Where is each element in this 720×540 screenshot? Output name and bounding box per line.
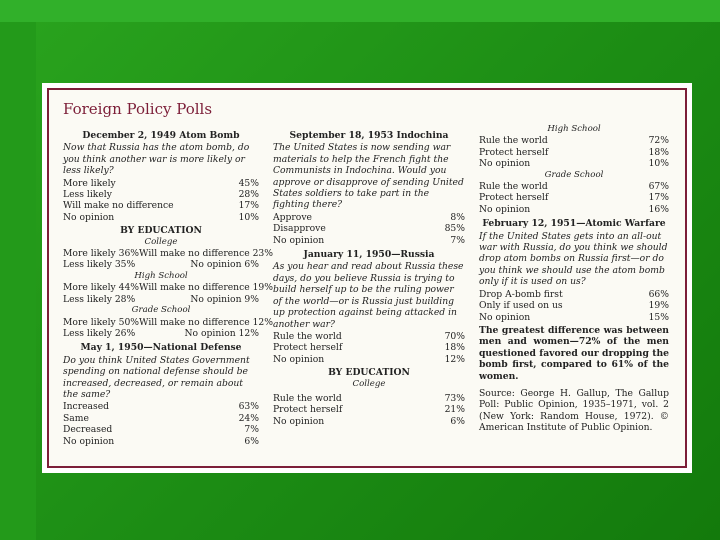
column-3 <box>479 124 669 434</box>
group-label: Grade School <box>131 305 191 316</box>
result-row: Protect herself 17% <box>479 192 669 204</box>
atomic-warfare-header: February 12, 1951—Atomic Warfare <box>482 218 666 230</box>
result-row: Increased 63% <box>63 401 259 413</box>
group-row: Less likely 28% No opinion 9% <box>63 293 259 305</box>
result-row: No opinion 10% <box>63 211 259 223</box>
indochina-header: September 18, 1953 Indochina <box>289 130 449 141</box>
russia-question: As you hear and read about Russia these days, do you believe Russia is trying to build herself up to be the ruling power of the world—or is Russia just building up protection against being attacked in another war? <box>273 261 464 330</box>
result-row: Protect herself 18% <box>273 342 465 354</box>
result-row: Rule the world 72% <box>479 135 669 147</box>
result-row: Rule the world 73% <box>273 392 465 404</box>
group-row: Less likely 35% No opinion 6% <box>63 259 259 271</box>
result-row: Approve 8% <box>273 211 465 223</box>
result-row: Will make no difference 17% <box>63 200 259 212</box>
group-row: More likely 44% Will make no difference 19% <box>63 282 274 294</box>
result-row: Drop A-bomb first 66% <box>479 288 669 300</box>
column-2 <box>273 130 465 427</box>
atom-bomb-results <box>63 178 259 224</box>
result-row: Protect herself 18% <box>479 146 669 158</box>
slide-card <box>42 83 692 473</box>
result-row: No opinion 6% <box>273 415 465 427</box>
result-row: Rule the world 67% <box>479 181 669 193</box>
result-row: No opinion 16% <box>479 203 669 215</box>
group-label: High School <box>134 270 188 281</box>
column-1 <box>63 130 274 447</box>
result-row: No opinion 10% <box>479 158 669 170</box>
russia-header: January 11, 1950—Russia <box>303 249 435 261</box>
group-label: Grade School <box>544 169 604 180</box>
group-row: More likely 50% Will make no difference 12% <box>63 316 274 328</box>
result-row: No opinion 15% <box>479 311 669 323</box>
indochina-question: The United States is now sending war materials to help the French fight the Communists in Indochina. Would you approve or disapprove of sending United States soldiers to take part in the fighting there? <box>273 142 464 211</box>
group-label: College <box>144 236 178 247</box>
group-row: More likely 36% Will make no difference 23% <box>63 248 274 260</box>
atom-bomb-header: December 2, 1949 Atom Bomb <box>82 130 240 141</box>
by-education-heading: BY EDUCATION <box>120 225 202 237</box>
group-row: Less likely 26% No opinion 12% <box>63 327 259 339</box>
national-defense-question: Do you think United States Government spending on national defense should be increased, decreased, or remain about the same? <box>63 354 250 400</box>
source-citation: Source: George H. Gallup, The Gallup Poll: Public Opinion, 1935–1971, vol. 2 (New York: Random House, 1972). © American Institute of Public Opinion. <box>479 387 669 434</box>
background-stripe-top <box>0 0 720 22</box>
group-label: High School <box>547 124 601 134</box>
result-row: Less likely 28% <box>63 189 259 201</box>
page-title: Foreign Policy Polls <box>63 100 213 118</box>
result-row: No opinion 12% <box>273 353 465 365</box>
result-row: Decreased 7% <box>63 424 259 436</box>
result-row: Disapprove 85% <box>273 223 465 235</box>
by-education-heading: BY EDUCATION <box>328 367 410 379</box>
gender-note: The greatest difference was between men and women—72% of the men questioned favored our dropping the bomb first, compared to 61% of the women. <box>479 324 669 382</box>
national-defense-header: May 1, 1950—National Defense <box>80 342 242 354</box>
result-row: Same 24% <box>63 412 259 424</box>
atomic-warfare-question: If the United States gets into an all-out war with Russia, do you think we should drop atom bombs on Russia first—or do you think we should use the atom bomb only if it is used on us? <box>479 230 668 288</box>
result-row: More likely 45% <box>63 177 259 189</box>
atom-bomb-question: Now that Russia has the atom bomb, do you think another war is more likely or less likely? <box>63 142 250 177</box>
result-row: Only if used on us 19% <box>479 300 669 312</box>
group-label: College <box>352 378 386 389</box>
result-row: No opinion 6% <box>63 435 259 447</box>
result-row: Protect herself 21% <box>273 404 465 416</box>
background-stripe-side <box>0 22 36 540</box>
result-row: No opinion 7% <box>273 234 465 246</box>
result-row: Rule the world 70% <box>273 330 465 342</box>
poll-document <box>47 88 687 468</box>
